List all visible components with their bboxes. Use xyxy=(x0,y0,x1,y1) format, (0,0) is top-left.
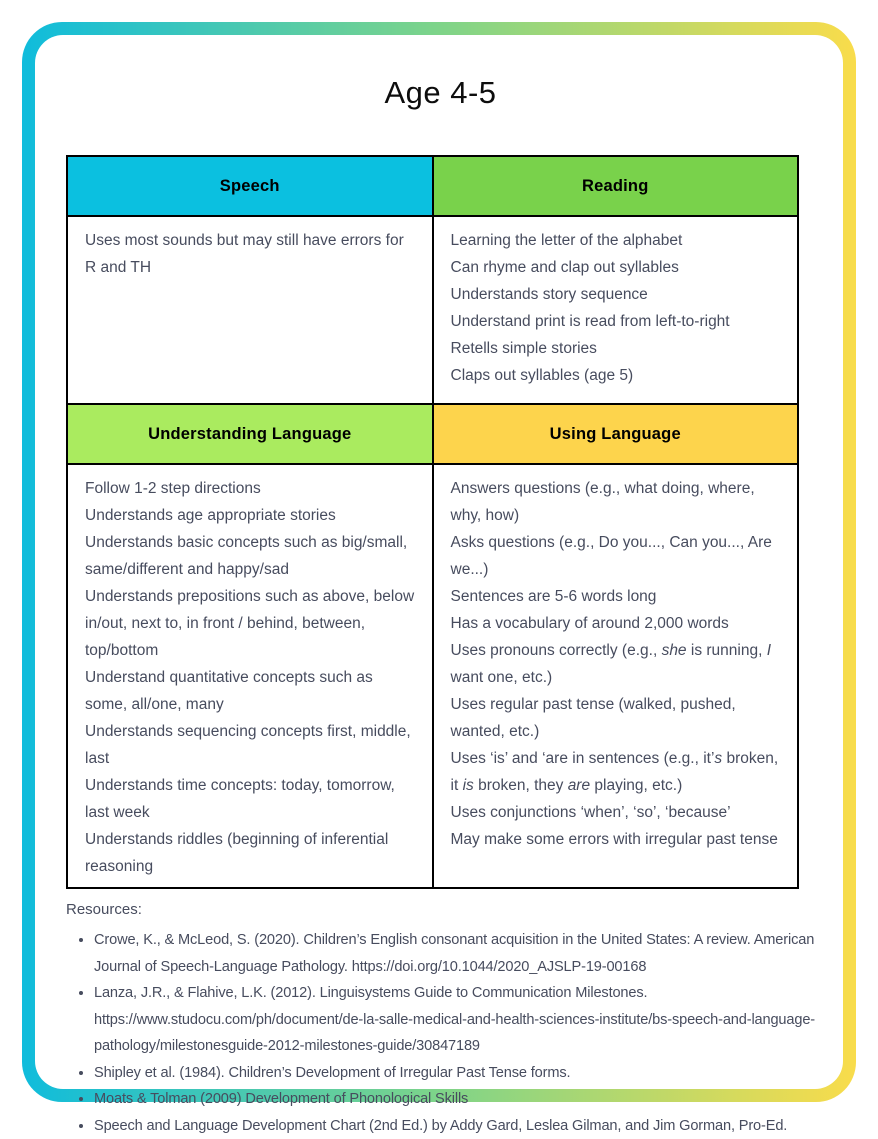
milestone-line: Understands basic concepts such as big/small, same/different and happy/sad xyxy=(85,529,418,583)
content-row-top xyxy=(67,216,798,404)
header-understanding-language: Understanding Language xyxy=(67,404,433,464)
header-row-bottom xyxy=(67,404,798,464)
cell-understanding-language xyxy=(67,464,433,888)
milestone-line: Uses conjunctions ‘when’, ‘so’, ‘because’ xyxy=(451,799,784,826)
speech-lines xyxy=(85,227,418,281)
milestone-line: Has a vocabulary of around 2,000 words xyxy=(451,610,784,637)
milestone-line: Understands story sequence xyxy=(451,281,784,308)
milestone-line: Understands riddles (beginning of inferential reasoning xyxy=(85,826,418,880)
milestone-line: Uses pronouns correctly (e.g., she is running, I want one, etc.) xyxy=(451,637,784,691)
page-content xyxy=(35,35,843,1089)
milestone-line: Follow 1-2 step directions xyxy=(85,475,418,502)
milestone-line: Retells simple stories xyxy=(451,335,784,362)
resource-item: • Moats & Tolman (2009) Development of Phonological Skills xyxy=(94,1086,815,1113)
milestone-line: Understand quantitative concepts such as some, all/one, many xyxy=(85,664,418,718)
cell-speech xyxy=(67,216,433,404)
header-using-language: Using Language xyxy=(433,404,799,464)
header-reading: Reading xyxy=(433,156,799,216)
resources-heading: Resources: xyxy=(66,900,815,920)
cell-using-language xyxy=(433,464,799,888)
resource-item: • Crowe, K., & McLeod, S. (2020). Children’s English consonant acquisition in the United States: A review. American Journal of Speech-Language Pathology. https://doi.org/10.1044/2020_AJSLP-19-00168 xyxy=(94,927,815,980)
header-row-top xyxy=(67,156,798,216)
milestone-line: Answers questions (e.g., what doing, where, why, how) xyxy=(451,475,784,529)
resource-item: • Shipley et al. (1984). Children’s Development of Irregular Past Tense forms. xyxy=(94,1060,815,1087)
resources-section xyxy=(66,900,815,1139)
header-speech: Speech xyxy=(67,156,433,216)
milestone-line: Sentences are 5-6 words long xyxy=(451,583,784,610)
resources-list xyxy=(66,927,815,1139)
milestone-line: Asks questions (e.g., Do you..., Can you..., Are we...) xyxy=(451,529,784,583)
resource-item: • Lanza, J.R., & Flahive, L.K. (2012). Linguisystems Guide to Communication Milestones. https://www.studocu.com/ph/document/de-la-salle-medical-and-health-sciences-institute/bs-speech-and-language-pathology/milestonesguide-2012-milestones-guide/30847189 xyxy=(94,980,815,1060)
milestone-line: Understands prepositions such as above, below in/out, next to, in front / behind, between, top/bottom xyxy=(85,583,418,664)
milestone-line: Uses ‘is’ and ‘are in sentences (e.g., it’s broken, it is broken, they are playing, etc.) xyxy=(451,745,784,799)
understanding-language-lines xyxy=(85,475,418,880)
milestone-line: Uses most sounds but may still have errors for R and TH xyxy=(85,227,418,281)
milestone-line: May make some errors with irregular past tense xyxy=(451,826,784,853)
milestones-table xyxy=(66,155,799,889)
content-row-bottom xyxy=(67,464,798,888)
milestone-line: Understands sequencing concepts first, middle, last xyxy=(85,718,418,772)
milestone-line: Understand print is read from left-to-right xyxy=(451,308,784,335)
milestone-line: Claps out syllables (age 5) xyxy=(451,362,784,389)
page-title: Age 4-5 xyxy=(66,75,815,111)
cell-reading xyxy=(433,216,799,404)
milestone-line: Can rhyme and clap out syllables xyxy=(451,254,784,281)
milestone-line: Learning the letter of the alphabet xyxy=(451,227,784,254)
resource-item: • Speech and Language Development Chart (2nd Ed.) by Addy Gard, Leslea Gilman, and Jim Gorman, Pro-Ed. xyxy=(94,1113,815,1139)
using-language-lines xyxy=(451,475,784,853)
gradient-border-frame xyxy=(22,22,856,1102)
reading-lines xyxy=(451,227,784,389)
milestone-line: Understands age appropriate stories xyxy=(85,502,418,529)
milestone-line: Uses regular past tense (walked, pushed, wanted, etc.) xyxy=(451,691,784,745)
milestone-line: Understands time concepts: today, tomorrow, last week xyxy=(85,772,418,826)
